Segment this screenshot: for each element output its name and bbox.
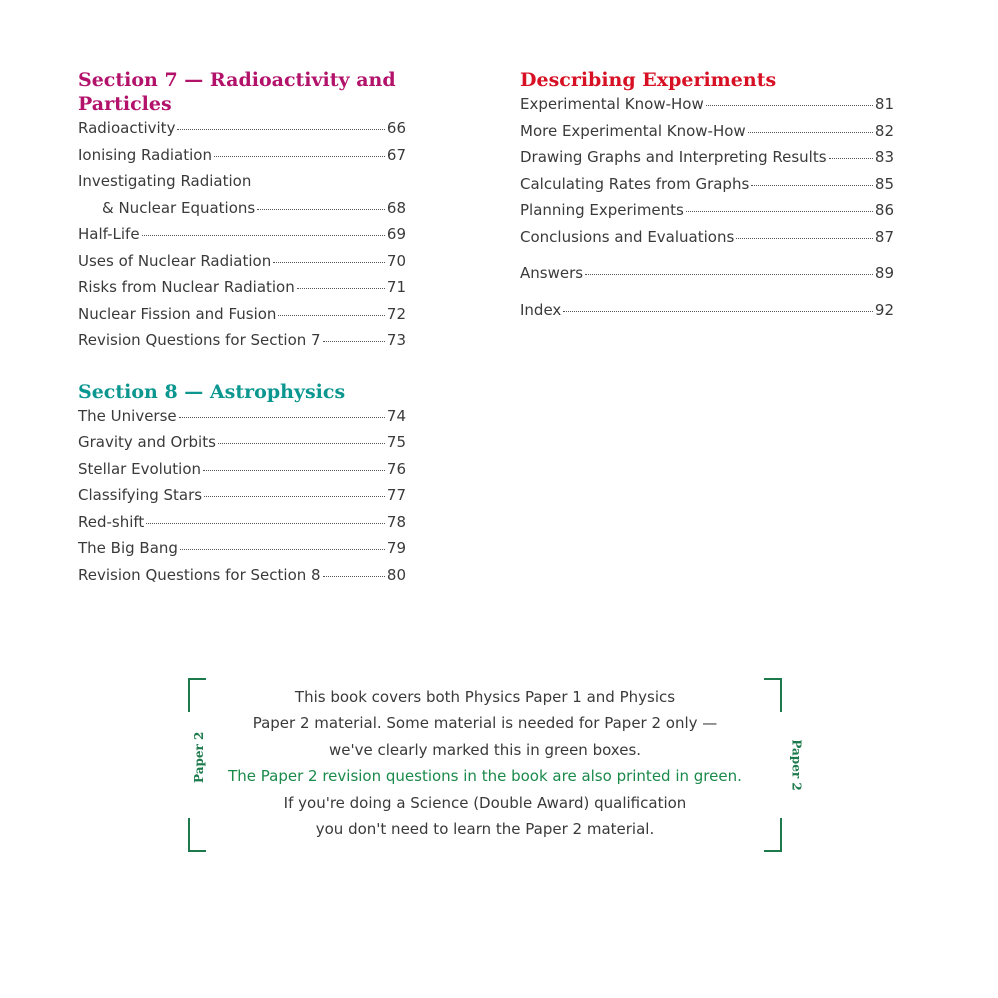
toc-entry-page: 68 [386,198,406,217]
toc-entry-title: Revision Questions for Section 8 [78,565,321,584]
leader-dots [214,156,385,157]
toc-entry-title: Uses of Nuclear Radiation [78,251,272,270]
leader-dots [278,315,384,316]
leader-dots [218,443,385,444]
leader-dots [179,417,385,418]
toc-entry-gravity-and-orbits[interactable] [78,433,406,460]
toc-entry-title: Conclusions and Evaluations [520,227,735,246]
toc-entry-title: Red-shift [78,512,145,531]
bracket-bottom-right [764,818,782,852]
toc-entry-classifying-stars[interactable] [78,486,406,513]
toc-entry-conclusions-and-evaluations[interactable] [520,228,894,255]
toc-entry-answers[interactable] [520,264,894,291]
bracket-bottom-left [188,818,206,852]
toc-entry-page: 82 [874,121,894,140]
toc-entry-title: The Universe [78,406,177,425]
toc-entry-uses-of-nuclear-radiation[interactable] [78,252,406,279]
toc-entry-page: 85 [874,174,894,193]
toc-entry-page: 83 [874,148,894,166]
contents-left-column [78,68,406,592]
leader-dots [257,209,385,210]
toc-entry-title: Index [520,300,562,319]
toc-entry-page: 92 [874,300,894,319]
section-8-heading: Section 8 — Astrophysics [78,380,346,403]
toc-entry-nuclear-equations[interactable] [78,199,406,226]
toc-entry-title: Answers [520,264,584,282]
toc-entry-title: The Big Bang [78,539,178,557]
toc-entry-page: 89 [874,264,894,282]
note-line-3: we've clearly marked this in green boxes. [328,740,642,759]
toc-entry-ionising-radiation[interactable] [78,146,406,173]
leader-dots [273,262,385,263]
leader-dots [323,576,385,577]
leader-dots [323,341,385,342]
toc-entry-page: 73 [386,331,406,349]
note-line-2: Paper 2 material. Some material is needed for Paper 2 only — [252,714,718,733]
section-7-heading [78,68,406,116]
note-line-4-green: The Paper 2 revision questions in the book are also printed in green. [228,767,742,786]
leader-dots [142,235,385,236]
toc-entry-the-universe[interactable] [78,407,406,434]
toc-entry-title: Risks from Nuclear Radiation [78,278,295,296]
toc-entry-page: 69 [386,225,406,243]
toc-entry-revision-questions-section-8[interactable] [78,566,406,593]
paper-2-side-label-right: Paper 2 [789,739,804,791]
leader-dots [585,274,873,275]
leader-dots [146,523,385,524]
toc-entry-risks-from-nuclear-radiation[interactable] [78,278,406,305]
toc-entry-title: Ionising Radiation [78,145,212,164]
toc-entry-title: Radioactivity [78,119,176,137]
toc-entry-half-life[interactable] [78,225,406,252]
toc-entry-page: 76 [386,459,406,478]
toc-entry-title: Experimental Know-How [520,95,704,113]
contents-right-column [520,68,894,327]
toc-entry-title: Gravity and Orbits [78,433,216,451]
toc-entry-investigating-radiation[interactable] [78,172,406,199]
toc-entry-title: Planning Experiments [520,201,684,219]
leader-dots [736,238,873,239]
paper-2-note-box [188,678,804,852]
leader-dots [203,470,385,471]
toc-entry-more-experimental-know-how[interactable] [520,122,894,149]
toc-entry-page: 77 [386,486,406,504]
describing-experiments-heading: Describing Experiments [520,69,777,91]
toc-entry-page: 79 [386,539,406,557]
toc-entry-page: 87 [874,227,894,246]
toc-entry-stellar-evolution[interactable] [78,460,406,487]
toc-entry-revision-questions-section-7[interactable] [78,331,406,358]
toc-entry-page: 72 [386,304,406,323]
note-line-1: This book covers both Physics Paper 1 and Physics [294,688,676,706]
toc-entry-title: Nuclear Fission and Fusion [78,304,277,323]
toc-entry-title: Half-Life [78,225,140,243]
leader-dots [706,105,873,106]
toc-entry-page: 71 [386,278,406,296]
bracket-top-right [764,678,782,712]
toc-entry-nuclear-fission-and-fusion[interactable] [78,305,406,332]
note-line-5: If you're doing a Science (Double Award) qualification [283,793,687,812]
toc-entry-planning-experiments[interactable] [520,201,894,228]
spacer [520,254,894,264]
toc-entry-page: 75 [386,433,406,451]
toc-entry-page: 86 [874,201,894,219]
toc-entry-calculating-rates[interactable] [520,175,894,202]
leader-dots [748,132,873,133]
leader-dots [563,311,873,312]
toc-entry-drawing-graphs[interactable] [520,148,894,175]
spacer [520,291,894,301]
leader-dots [177,129,384,130]
toc-entry-title: Investigating Radiation [78,172,252,190]
toc-entry-the-big-bang[interactable] [78,539,406,566]
toc-entry-page: 70 [386,251,406,270]
toc-entry-page: 66 [386,119,406,137]
toc-entry-title: & Nuclear Equations [102,198,256,217]
leader-dots [829,158,873,159]
toc-entry-page: 67 [386,145,406,164]
toc-entry-experimental-know-how[interactable] [520,95,894,122]
section-7-heading-line2: Particles [78,93,172,115]
toc-entry-page: 78 [386,512,406,531]
toc-entry-radioactivity[interactable] [78,119,406,146]
leader-dots [204,496,385,497]
toc-entry-title: More Experimental Know-How [520,121,746,140]
toc-entry-title: Drawing Graphs and Interpreting Results [520,148,827,166]
bracket-top-left [188,678,206,712]
toc-entry-title: Stellar Evolution [78,459,202,478]
leader-dots [751,185,873,186]
paper-2-side-label-left: Paper 2 [192,731,206,783]
toc-entry-page: 74 [386,406,406,425]
toc-entry-index[interactable] [520,301,894,328]
leader-dots [686,211,873,212]
toc-entry-page: 80 [386,565,406,584]
toc-entry-title: Classifying Stars [78,486,203,504]
section-7-heading-line1: Section 7 — Radioactivity and [78,69,396,91]
toc-entry-page: 81 [874,95,894,113]
toc-entry-red-shift[interactable] [78,513,406,540]
toc-entry-title: Calculating Rates from Graphs [520,174,750,193]
toc-entry-title: Revision Questions for Section 7 [78,331,321,349]
paper-2-note-text [228,684,742,842]
leader-dots [297,288,385,289]
note-line-6: you don't need to learn the Paper 2 material. [315,820,655,839]
leader-dots [180,549,385,550]
